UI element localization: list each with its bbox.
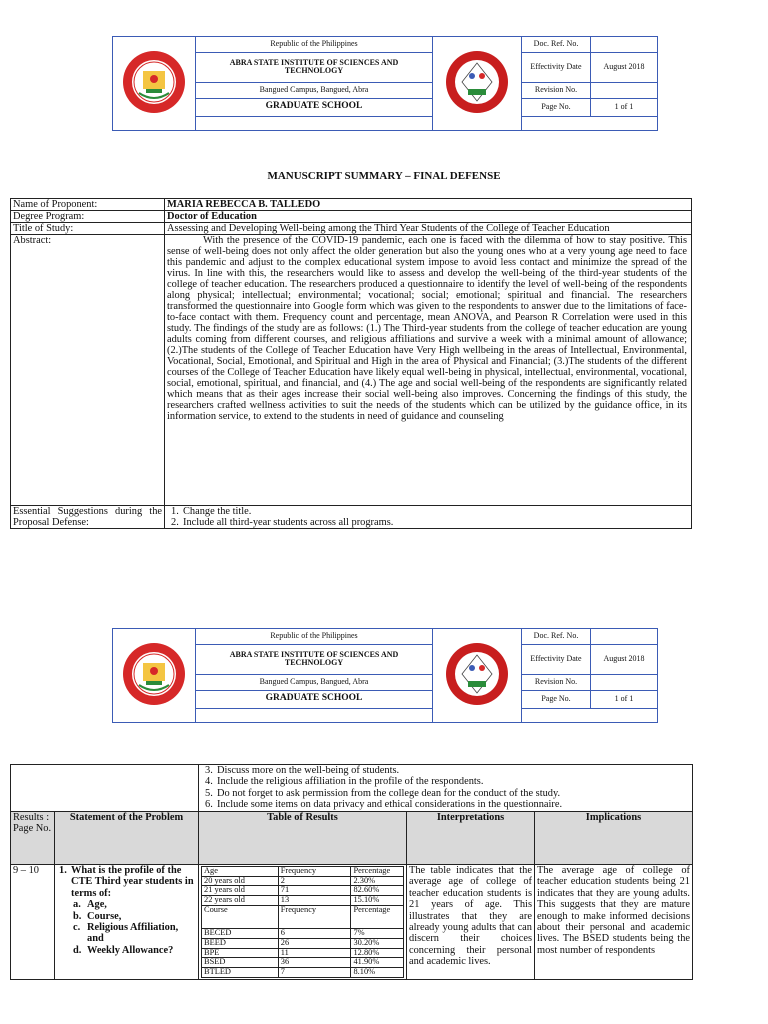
list-number: 4. <box>205 776 213 788</box>
table-cell: 41.90% <box>351 958 404 968</box>
graduate-school-seal-icon <box>444 641 510 707</box>
table-cell: 21 years old <box>202 886 279 896</box>
letterhead-page-2 <box>112 628 658 723</box>
list-number: c. <box>73 921 81 933</box>
letterhead-blank-row <box>196 117 433 131</box>
letterhead-blank-row <box>196 709 433 723</box>
list-text: Include all third-year students across all programs. <box>183 517 394 529</box>
list-item <box>57 865 196 899</box>
suggestions-label: Essential Suggestions during the Proposal Defense: <box>11 506 165 529</box>
abstract-text: With the presence of the COVID-19 pandemic, each one is faced with the dilemma of how to stay positive. This sense of well-being does not only affect the older generation but also the young ones who at a very young age need to face this pandemic and adjust to the complex educational system impose to avoid less contact and minimize the spread of the virus. In line with this, the researchers would like to assess and develop the well-being of the third-year students of the college of teacher education. The researchers produced a questionnaire to identify the level of well-being of the respondents along physical; intellectual; environmental; vocational; social; emotional; spiritual and financial. The researchers transformed the questionnaire into Google form which was given to the respondents to answer due to the limitations of face-to-face contact with them. Frequency count and percentage, mean ANOVA, and Pearson R Correlation were used in this study. The findings of the study are as follows: (1.) The Third-year students from the college of teacher education are young adults coming from different courses, and religious affiliations and survive a week with a minimal amount of allowance; (2.)The students of the College of Teacher Education have Very High wellbeing in the areas of Intellectual, Environmental, Vocational, Social, Emotional, and Spiritual and High in the area of Physical and Financial; (3.)The students of the different courses of the College of Teacher Education have likely equal well-being in physical, intellectual, environmental, vocational, social, emotional, spiritual, and financial, and (4.) The age and social well-being of the respondents are significantly related which means that as their ages increase their social well-being also improves. Concerning the findings of this study, the researchers crafted wellness activities to suit the needs of the students which can be utilized by the guidance office, in its information service, to extend to the students in need of guidance and counseling <box>167 235 687 423</box>
list-number: b. <box>73 910 82 922</box>
table-row <box>202 968 404 978</box>
list-text: Age, <box>87 899 107 911</box>
table-header-cell: Course <box>202 906 279 929</box>
list-text: What is the profile of the CTE Third year students in terms of: <box>71 864 194 899</box>
doc-ref-value <box>591 629 658 645</box>
page-value: 1 of 1 <box>591 690 658 708</box>
continued-suggestions-list <box>201 765 690 811</box>
list-number: 5. <box>205 787 213 799</box>
table-cell: 36 <box>278 958 351 968</box>
list-number: 1. <box>171 506 179 518</box>
table-cell: 15.10% <box>351 896 404 906</box>
abstract-label: Abstract: <box>11 235 165 506</box>
institution-seal-icon <box>121 641 187 707</box>
results-page-header: Results : Page No. <box>11 811 55 864</box>
list-number: d. <box>73 944 82 956</box>
results-page-number: 9 – 10 <box>11 864 55 979</box>
list-item <box>201 765 690 776</box>
table-cell: BPE <box>202 948 279 958</box>
graduate-school-seal-icon <box>444 49 510 115</box>
interpretations-header: Interpretations <box>407 811 535 864</box>
table-cell: 22 years old <box>202 896 279 906</box>
effectivity-label: Effectivity Date <box>522 644 591 674</box>
study-title: Assessing and Developing Well-being among the Third Year Students of the College of Teacher Education <box>165 223 692 235</box>
blank-cell <box>11 765 199 812</box>
list-item <box>57 899 196 910</box>
page-label: Page No. <box>522 690 591 708</box>
problem-header: Statement of the Problem <box>55 811 199 864</box>
table-cell: 8.10% <box>351 968 404 978</box>
interpretation-text: The table indicates that the average age of college of teacher education students is 21 years of age. This illustrates that they are already young adults that can discern their choices concerning their personal and academic lives. <box>407 864 535 979</box>
revision-value <box>591 674 658 690</box>
list-text: Do not forget to ask permission from the college dean for the conduct of the study. <box>217 787 561 799</box>
table-header-cell: Frequency <box>278 906 351 929</box>
table-row <box>202 929 404 939</box>
republic-text: Republic of the Philippines <box>196 37 433 53</box>
table-cell: 12.80% <box>351 948 404 958</box>
republic-text: Republic of the Philippines <box>196 629 433 645</box>
table-cell: 71 <box>278 886 351 896</box>
list-item <box>57 945 196 956</box>
campus-text: Bangued Campus, Bangued, Abra <box>196 82 433 98</box>
letterhead-blank-cell <box>522 117 658 131</box>
list-text: Include the religious affiliation in the profile of the respondents. <box>217 776 484 788</box>
table-cell: BEED <box>202 938 279 948</box>
list-item <box>167 506 689 517</box>
letterhead-blank-cell <box>522 709 658 723</box>
list-text: Change the title. <box>183 506 252 518</box>
institution-seal-icon <box>121 49 187 115</box>
campus-text: Bangued Campus, Bangued, Abra <box>196 674 433 690</box>
list-item <box>201 788 690 799</box>
list-text: Religious Affiliation, and <box>87 921 179 945</box>
list-number: a. <box>73 899 81 911</box>
table-header-cell: Frequency <box>278 866 351 876</box>
implications-header: Implications <box>535 811 693 864</box>
list-number: 1. <box>59 864 67 876</box>
age-course-table <box>201 866 404 978</box>
list-item <box>201 776 690 787</box>
suggestions-list <box>167 506 689 528</box>
doc-ref-label: Doc. Ref. No. <box>522 629 591 645</box>
revision-label: Revision No. <box>522 82 591 98</box>
revision-value <box>591 82 658 98</box>
effectivity-label: Effectivity Date <box>522 52 591 82</box>
table-row <box>202 906 404 929</box>
letterhead <box>112 36 658 131</box>
effectivity-value: August 2018 <box>591 644 658 674</box>
degree-label: Degree Program: <box>11 211 165 223</box>
table-cell: 6 <box>278 929 351 939</box>
institution-name: ABRA STATE INSTITUTE OF SCIENCES AND TECHNOLOGY <box>196 644 433 674</box>
table-cell: 2.30% <box>351 876 404 886</box>
doc-ref-value <box>591 37 658 53</box>
table-cell: 7 <box>278 968 351 978</box>
list-number: 6. <box>205 799 213 811</box>
table-header-cell: Percentage <box>351 866 404 876</box>
list-item <box>57 911 196 922</box>
list-text: Course, <box>87 910 122 922</box>
list-item <box>57 922 196 945</box>
school-name: GRADUATE SCHOOL <box>196 98 433 116</box>
summary-table <box>10 198 692 529</box>
table-cell: 26 <box>278 938 351 948</box>
table-cell: 82.60% <box>351 886 404 896</box>
list-text: Include some items on data privacy and ethical considerations in the questionnaire. <box>217 799 563 811</box>
table-header-cell: Percentage <box>351 906 404 929</box>
list-item <box>167 517 689 528</box>
results-table <box>10 764 693 980</box>
table-cell: 20 years old <box>202 876 279 886</box>
table-cell: 11 <box>278 948 351 958</box>
list-text: Weekly Allowance? <box>87 944 174 956</box>
revision-label: Revision No. <box>522 674 591 690</box>
list-number: 2. <box>171 517 179 529</box>
document-title: MANUSCRIPT SUMMARY – FINAL DEFENSE <box>267 170 501 182</box>
table-cell: 7% <box>351 929 404 939</box>
problem-statement <box>57 865 196 957</box>
table-cell: BTLED <box>202 968 279 978</box>
implication-text: The average age of college of teacher education students being 21 indicates that they are young adults. This suggests that they are mature enough to make informed decisions about their personal and academic lives. The BSED students being the most number of respondents <box>535 864 693 979</box>
list-number: 3. <box>205 765 213 776</box>
institution-name: ABRA STATE INSTITUTE OF SCIENCES AND TECHNOLOGY <box>196 52 433 82</box>
proponent-label: Name of Proponent: <box>11 199 165 211</box>
list-text: Discuss more on the well-being of students. <box>217 765 400 776</box>
effectivity-value: August 2018 <box>591 52 658 82</box>
graduate-school-seal <box>433 37 522 131</box>
table-cell: 30.20% <box>351 938 404 948</box>
graduate-school-seal <box>433 629 522 723</box>
doc-ref-label: Doc. Ref. No. <box>522 37 591 53</box>
study-title-label: Title of Study: <box>11 223 165 235</box>
degree-program: Doctor of Education <box>165 211 692 223</box>
table-of-results-header: Table of Results <box>199 811 407 864</box>
school-name: GRADUATE SCHOOL <box>196 690 433 708</box>
proponent-name: MARIA REBECCA B. TALLEDO <box>165 199 692 211</box>
table-row <box>202 866 404 876</box>
table-cell: BSED <box>202 958 279 968</box>
table-row <box>202 938 404 948</box>
institution-seal <box>113 37 196 131</box>
table-cell: 13 <box>278 896 351 906</box>
page-value: 1 of 1 <box>591 98 658 116</box>
table-cell: 2 <box>278 876 351 886</box>
page-label: Page No. <box>522 98 591 116</box>
institution-seal <box>113 629 196 723</box>
table-cell: BECED <box>202 929 279 939</box>
table-header-cell: Age <box>202 866 279 876</box>
list-item <box>201 799 690 810</box>
